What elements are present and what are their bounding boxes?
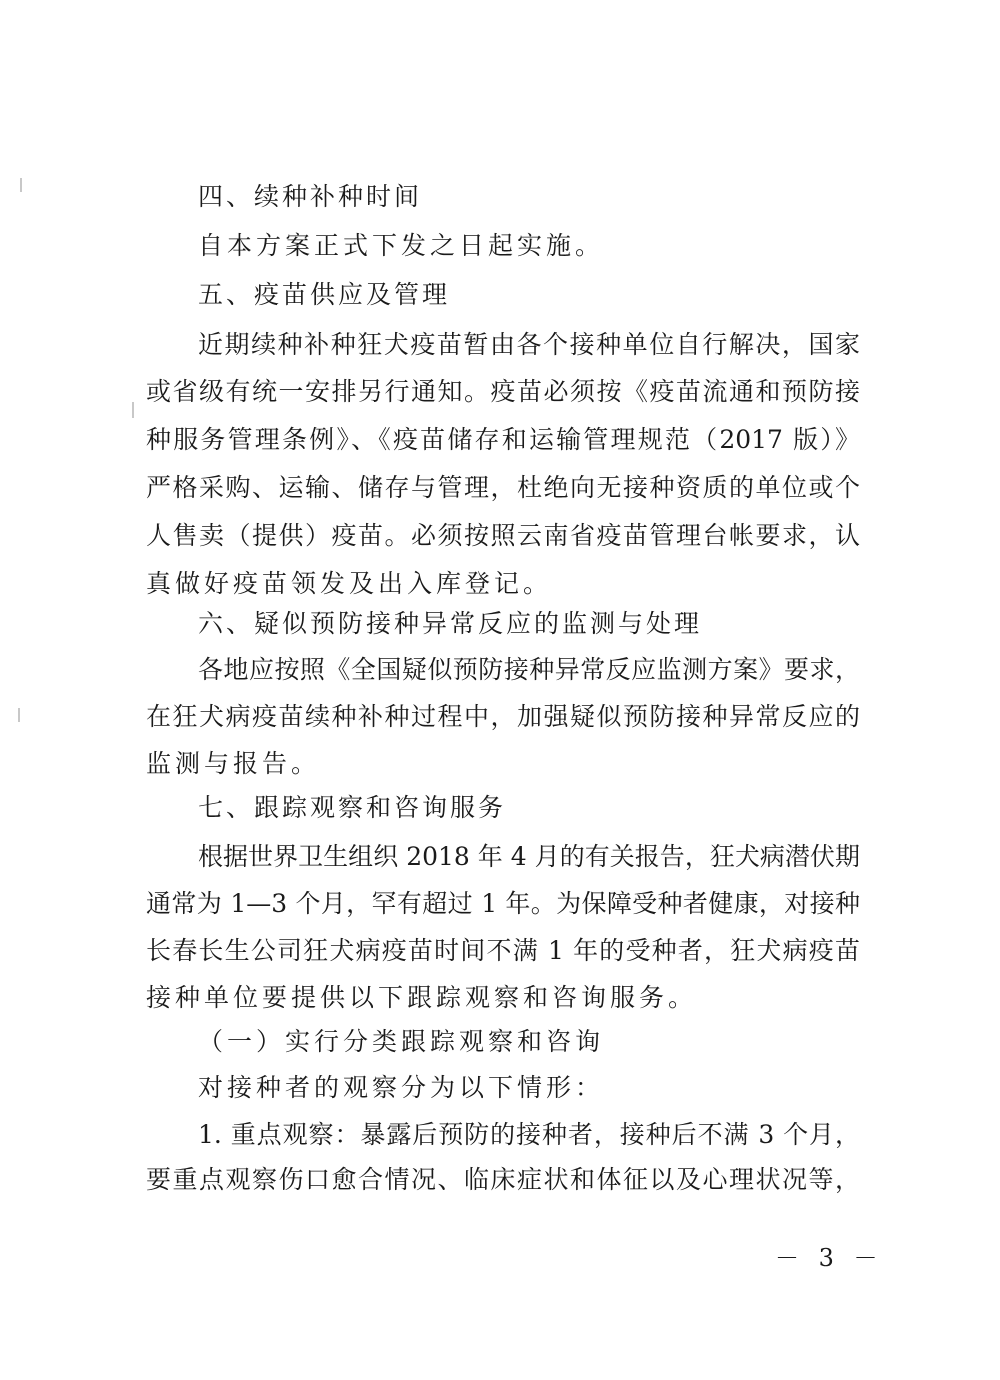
paragraph-line: 自本方案正式下发之日起实施。 [198, 231, 605, 260]
scan-mark-top [20, 178, 22, 192]
scan-mark-lower [18, 708, 20, 722]
page-number: － 3 － [775, 1244, 884, 1272]
paragraph-line: 通常为 1—3 个月，罕有超过 1 年。为保障受种者健康，对接种 [146, 889, 860, 918]
paragraph-line: 在狂犬病疫苗续种补种过程中，加强疑似预防接种异常反应的 [146, 702, 860, 731]
paragraph-line: 1. 重点观察：暴露后预防的接种者，接种后不满 3 个月， [198, 1120, 860, 1149]
section-heading-7: 七、跟踪观察和咨询服务 [198, 793, 507, 822]
paragraph-line: 接种单位要提供以下跟踪观察和咨询服务。 [146, 983, 698, 1012]
paragraph-line: 长春长生公司狂犬病疫苗时间不满 1 年的受种者，狂犬病疫苗 [146, 936, 860, 965]
paragraph-line: 要重点观察伤口愈合情况、临床症状和体征以及心理状况等， [146, 1165, 860, 1194]
paragraph-line: 真做好疫苗领发及出入库登记。 [146, 569, 553, 598]
section-heading-4: 四、续种补种时间 [198, 182, 423, 211]
paragraph-line: 近期续种补种狂犬疫苗暂由各个接种单位自行解决，国家 [198, 330, 860, 359]
scan-mark-middle [132, 402, 134, 418]
paragraph-line: 人售卖（提供）疫苗。必须按照云南省疫苗管理台帐要求，认 [146, 521, 860, 550]
section-heading-5: 五、疫苗供应及管理 [198, 280, 451, 309]
paragraph-line: 根据世界卫生组织 2018 年 4 月的有关报告，狂犬病潜伏期 [198, 842, 860, 871]
paragraph-line: 监测与报告。 [146, 749, 321, 778]
paragraph-line: 种服务管理条例》、《疫苗储存和运输管理规范（2017 版）》 [146, 425, 860, 454]
paragraph-line: 对接种者的观察分为以下情形： [198, 1073, 605, 1102]
paragraph-line: 或省级有统一安排另行通知。疫苗必须按《疫苗流通和预防接 [146, 377, 860, 406]
subsection-heading: （一）实行分类跟踪观察和咨询 [198, 1027, 605, 1056]
paragraph-line: 严格采购、运输、储存与管理，杜绝向无接种资质的单位或个 [146, 473, 860, 502]
paragraph-line: 各地应按照《全国疑似预防接种异常反应监测方案》要求， [198, 655, 860, 684]
section-heading-6: 六、疑似预防接种异常反应的监测与处理 [198, 609, 703, 638]
